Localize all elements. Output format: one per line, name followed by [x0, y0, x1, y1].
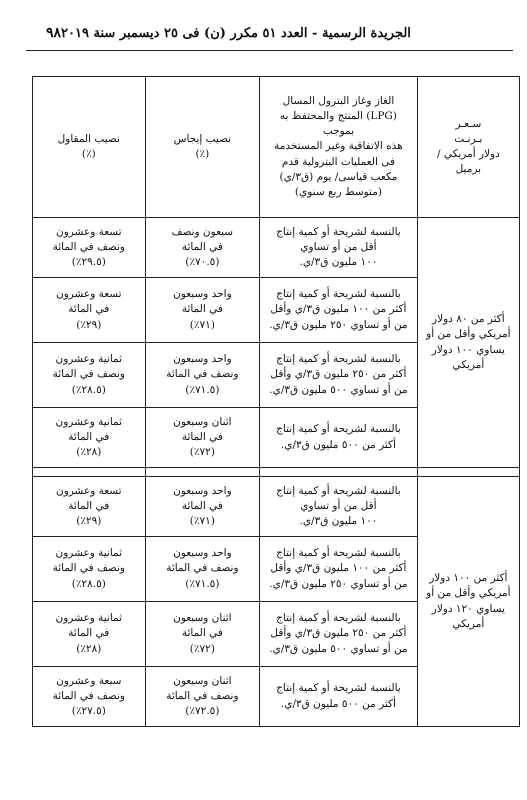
- header-description: [260, 77, 418, 218]
- text-line: ١٠٠ مليون ق٣/ي.: [299, 515, 378, 528]
- contractor-share-cell: [33, 343, 146, 408]
- header-egas-share: [145, 77, 260, 218]
- text-line: بالنسبة لشريحة أو كمية إنتاج: [276, 225, 401, 238]
- text-line: نصيب إيجاس: [173, 132, 232, 145]
- text-line: (متوسط ربع سنوي): [294, 186, 382, 199]
- text-line: (٢٨.٥٪): [71, 577, 106, 590]
- text-line: بـرنـت: [454, 132, 483, 145]
- text-line: في المائة: [181, 303, 223, 316]
- header-rule: [26, 50, 513, 51]
- text-line: (٧١٪): [189, 515, 215, 528]
- text-line: الغاز وغاز البترول المسال: [282, 94, 395, 107]
- text-line: (٢٩٪): [76, 318, 102, 331]
- text-line: بالنسبة لشريحة أو كمية إنتاج: [276, 547, 401, 560]
- price-range-cell: [417, 477, 519, 727]
- text-line: اثنان وسبعون: [173, 612, 232, 625]
- text-line: نصيب المقاول: [57, 132, 120, 145]
- text-line: ثمانية وعشرون: [55, 353, 123, 366]
- egas-share-cell: [145, 537, 260, 602]
- tier-description-cell: [260, 218, 418, 278]
- text-line: (٧١٪): [189, 318, 215, 331]
- text-line: فى العمليات البترولية قدم: [281, 155, 395, 168]
- contractor-share-cell: [33, 537, 146, 602]
- tier-description-cell: [260, 602, 418, 667]
- text-line: في المائة: [181, 499, 223, 512]
- text-line: بالنسبة لشريحة أو كمية إنتاج: [276, 682, 401, 695]
- text-line: واحد وسبعون: [173, 484, 232, 497]
- text-line: مكعب قياسى/ يوم (ق٣/ي): [279, 170, 398, 183]
- text-line: بالنسبة لشريحة أو كمية إنتاج: [276, 484, 401, 497]
- separator-cell: [33, 468, 146, 477]
- text-line: ونصف في المائة: [52, 689, 125, 702]
- contractor-share-cell: [33, 667, 146, 727]
- text-line: من أو تساوي ٥٠٠ مليون ق٣/ي.: [269, 383, 408, 396]
- text-line: سبعون ونصف: [171, 225, 234, 238]
- text-line: تسعة وعشرون: [55, 288, 122, 301]
- text-line: في المائة: [181, 240, 223, 253]
- text-line: ونصف في المائة: [52, 240, 125, 253]
- separator-cell: [417, 468, 519, 477]
- text-line: برميل: [455, 163, 482, 176]
- profit-sharing-table: [32, 76, 520, 727]
- page-number: ٩٨: [46, 25, 62, 41]
- text-line: (٢٧.٥٪): [71, 705, 106, 718]
- text-line: واحد وسبعون: [173, 288, 232, 301]
- text-line: ونصف في المائة: [166, 689, 239, 702]
- tier-description-cell: [260, 477, 418, 537]
- text-line: أمريكي: [452, 358, 485, 371]
- text-line: (LPG) المنتج والمحتفظ به بموجب: [279, 109, 397, 138]
- egas-share-cell: [145, 343, 260, 408]
- text-line: في المائة: [181, 430, 223, 443]
- text-line: أكثر من ٨٠ دولار: [432, 313, 505, 326]
- text-line: أكثر من ٥٠٠ مليون ق٣/ي.: [280, 438, 396, 451]
- text-line: في المائة: [68, 499, 110, 512]
- contractor-share-cell: [33, 278, 146, 343]
- separator-cell: [260, 468, 418, 477]
- text-line: (٧٢٪): [189, 642, 215, 655]
- text-line: ونصف في المائة: [166, 562, 239, 575]
- text-line: (٧١.٥٪): [185, 383, 220, 396]
- text-line: من أو تساوي ٢٥٠ مليون ق٣/ي.: [269, 318, 408, 331]
- table-row: [33, 218, 520, 278]
- text-line: ونصف في المائة: [166, 368, 239, 381]
- text-line: من أو تساوي ٥٠٠ مليون ق٣/ي.: [269, 642, 408, 655]
- text-line: أكثر من ٥٠٠ مليون ق٣/ي.: [280, 697, 396, 710]
- text-line: من أو تساوي ٢٥٠ مليون ق٣/ي.: [269, 577, 408, 590]
- header-contractor-share: [33, 77, 146, 218]
- contractor-share-cell: [33, 218, 146, 278]
- egas-share-cell: [145, 218, 260, 278]
- text-line: ثمانية وعشرون: [55, 415, 123, 428]
- text-line: (٧٢.٥٪): [185, 705, 220, 718]
- text-line: بالنسبة لشريحة أو كمية إنتاج: [276, 423, 401, 436]
- header-price: [417, 77, 519, 218]
- text-line: سـعـر: [455, 117, 482, 130]
- text-line: اثنان وسبعون: [173, 415, 232, 428]
- table-header-row: [33, 77, 520, 218]
- text-line: سبعة وعشرون: [56, 674, 122, 687]
- text-line: (٢٨.٥٪): [71, 383, 106, 396]
- text-line: دولار أمريكي /: [436, 148, 500, 160]
- tier-description-cell: [260, 667, 418, 727]
- egas-share-cell: [145, 278, 260, 343]
- text-line: في المائة: [181, 627, 223, 640]
- text-line: واحد وسبعون: [173, 353, 232, 366]
- text-line: أمريكي: [452, 617, 485, 630]
- text-line: (٪): [81, 148, 96, 160]
- text-line: (٧١.٥٪): [185, 577, 220, 590]
- text-line: يساوي ١٢٠ دولار: [431, 602, 505, 615]
- text-line: ونصف في المائة: [52, 562, 125, 575]
- text-line: تسعة وعشرون: [55, 225, 122, 238]
- tier-description-cell: [260, 537, 418, 602]
- text-line: ثمانية وعشرون: [55, 612, 123, 625]
- text-line: بالنسبة لشريحة أو كمية إنتاج: [276, 353, 401, 366]
- tier-description-cell: [260, 278, 418, 343]
- page-header: [30, 22, 505, 44]
- text-line: هذه الاتفاقية وغير المستخدمة: [274, 140, 403, 153]
- text-line: ثمانية وعشرون: [55, 547, 123, 560]
- price-range-cell: [417, 218, 519, 468]
- text-line: أكثر من ١٠٠ دولار: [429, 572, 508, 585]
- text-line: اثنان وسبعون: [173, 674, 232, 687]
- egas-share-cell: [145, 602, 260, 667]
- egas-share-cell: [145, 477, 260, 537]
- text-line: أمريكي وأقل من أو: [426, 328, 511, 341]
- text-line: (٢٨٪): [76, 642, 102, 655]
- contractor-share-cell: [33, 408, 146, 468]
- text-line: أكثر من ١٠٠ مليون ق٣/ي وأقل: [270, 303, 407, 316]
- gazette-title: الجريدة الرسمية - العدد ٥١ مكرر (ن) فى ٢٥ ديسمبر سنة ٢٠١٩: [61, 25, 411, 41]
- contractor-share-cell: [33, 477, 146, 537]
- text-line: (٢٩٪): [76, 515, 102, 528]
- text-line: أقل من أو تساوي: [300, 499, 377, 512]
- egas-share-cell: [145, 667, 260, 727]
- text-line: أمريكي وأقل من أو: [426, 587, 511, 600]
- text-line: (٢٩.٥٪): [71, 256, 106, 269]
- contractor-share-cell: [33, 602, 146, 667]
- text-line: (٧٠.٥٪): [185, 256, 220, 269]
- text-line: في المائة: [68, 303, 110, 316]
- table-row: [33, 477, 520, 537]
- text-line: (٧٢٪): [189, 446, 215, 459]
- text-line: بالنسبة لشريحة أو كمية إنتاج: [276, 288, 401, 301]
- text-line: بالنسبة لشريحة أو كمية إنتاج: [276, 612, 401, 625]
- text-line: أقل من أو تساوي: [300, 240, 377, 253]
- text-line: ١٠٠ مليون ق٣/ي.: [299, 256, 378, 269]
- text-line: تسعة وعشرون: [55, 484, 122, 497]
- text-line: أكثر من ١٠٠ مليون ق٣/ي وأقل: [270, 562, 407, 575]
- separator-cell: [145, 468, 260, 477]
- egas-share-cell: [145, 408, 260, 468]
- text-line: (٪): [195, 148, 210, 160]
- text-line: ونصف في المائة: [52, 368, 125, 381]
- text-line: أكثر من ٢٥٠ مليون ق٣/ي وأقل: [270, 627, 407, 640]
- group-separator: [33, 468, 520, 477]
- text-line: في المائة: [68, 430, 110, 443]
- tier-description-cell: [260, 343, 418, 408]
- text-line: (٢٨٪): [76, 446, 102, 459]
- text-line: في المائة: [68, 627, 110, 640]
- text-line: أكثر من ٢٥٠ مليون ق٣/ي وأقل: [270, 368, 407, 381]
- text-line: يساوي ١٠٠ دولار: [431, 343, 505, 356]
- tier-description-cell: [260, 408, 418, 468]
- text-line: واحد وسبعون: [173, 547, 232, 560]
